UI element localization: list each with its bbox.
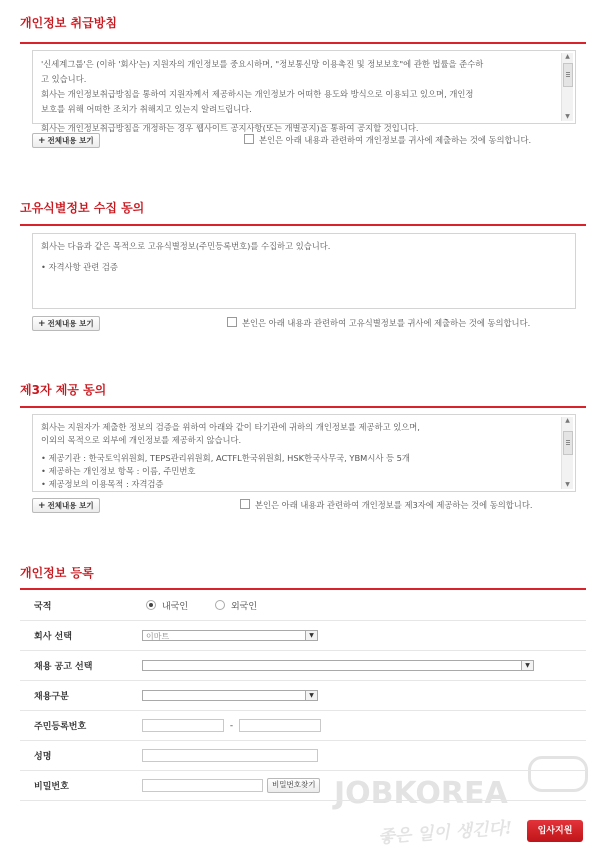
section-title-unique-id: 고유식별정보 수집 동의 bbox=[20, 201, 145, 215]
agree-third-party-label: 본인은 아래 내용과 관련하여 개인정보를 제3자에 제공하는 것에 동의합니다. bbox=[255, 500, 533, 510]
rrn-front-input[interactable] bbox=[142, 719, 224, 732]
form-row-type bbox=[20, 681, 586, 711]
radio-domestic[interactable] bbox=[146, 602, 188, 612]
text-line: 회사는 개인정보취급방침을 개정하는 경우 웹사이트 공지사항(또는 개별공지)을 통하여 공지할 것입니다. bbox=[41, 123, 419, 133]
agree-privacy-label: 본인은 아래 내용과 관련하여 개인정보를 귀사에 제출하는 것에 동의합니다. bbox=[259, 135, 532, 145]
text-line: • 제공정보의 이용목적 : 자격검증 bbox=[41, 479, 164, 489]
plus-icon: + bbox=[38, 319, 46, 329]
find-password-button[interactable]: 비밀번호찾기 bbox=[267, 778, 320, 793]
rrn-separator: - bbox=[229, 721, 234, 731]
text-line: 고 있습니다. bbox=[41, 74, 87, 84]
form-row-rrn bbox=[20, 711, 586, 741]
text-line: • 자격사항 관련 검증 bbox=[41, 262, 118, 272]
agree-privacy-checkbox[interactable] bbox=[244, 134, 254, 144]
scroll-down-icon[interactable]: ▼ bbox=[565, 113, 570, 120]
radio-foreign-icon[interactable] bbox=[215, 600, 225, 610]
scroll-thumb[interactable] bbox=[563, 431, 573, 455]
form-row-password bbox=[20, 771, 586, 801]
type-label: 채용구분 bbox=[20, 681, 142, 711]
form-row-company bbox=[20, 621, 586, 651]
section-title-privacy: 개인정보 취급방침 bbox=[20, 16, 117, 30]
text-line: 회사는 지원자가 제출한 정보의 검증을 위하여 아래와 같이 타기관에 귀하의 개인정보를 제공하고 있으며, bbox=[41, 422, 420, 432]
company-label: 회사 선택 bbox=[20, 621, 142, 651]
third-party-box[interactable] bbox=[32, 414, 576, 492]
section-divider bbox=[20, 42, 586, 44]
agree-privacy[interactable] bbox=[244, 134, 531, 146]
name-label: 성명 bbox=[20, 741, 142, 771]
section-divider bbox=[20, 224, 586, 226]
text-line: 회사는 다음과 같은 목적으로 고유식별정보(주민등록번호)를 수집하고 있습니다. bbox=[41, 241, 331, 251]
company-select[interactable] bbox=[142, 630, 318, 641]
scroll-up-icon[interactable]: ▲ bbox=[565, 417, 570, 424]
section-title-register: 개인정보 등록 bbox=[20, 566, 94, 580]
agree-third-party-checkbox[interactable] bbox=[240, 499, 250, 509]
radio-domestic-label: 내국인 bbox=[162, 601, 189, 612]
text-line: 이외의 목적으로 외부에 개인정보를 제공하지 않습니다. bbox=[41, 435, 242, 445]
text-line: 회사는 개인정보취급방침을 통하여 지원자께서 제공하시는 개인정보가 어떠한 용도와 방식으로 이용되고 있으며, 개인정 bbox=[41, 89, 474, 99]
agree-unique-id-label: 본인은 아래 내용과 관련하여 고유식별정보를 귀사에 제출하는 것에 동의합니다. bbox=[242, 318, 531, 328]
password-field bbox=[142, 771, 586, 801]
name-input[interactable] bbox=[142, 749, 318, 762]
apply-button[interactable]: 입사지원 bbox=[527, 820, 583, 842]
text-line: '신세계그룹'은 (이하 '회사'는) 지원자의 개인정보를 중요시하며, "정보통신망 이용촉진 및 정보보호"에 관한 법률을 준수하 bbox=[41, 59, 484, 69]
posting-select[interactable] bbox=[142, 660, 534, 671]
nationality-label: 국적 bbox=[20, 590, 142, 621]
nationality-field bbox=[142, 590, 586, 621]
radio-foreign[interactable] bbox=[215, 602, 257, 612]
company-field bbox=[142, 621, 586, 651]
view-all-button[interactable] bbox=[32, 133, 100, 148]
password-label: 비밀번호 bbox=[20, 771, 142, 801]
scrollbar[interactable] bbox=[561, 53, 573, 121]
chevron-down-icon[interactable]: ▼ bbox=[305, 631, 317, 640]
chevron-down-icon[interactable]: ▼ bbox=[521, 661, 533, 670]
view-all-label: 전체내용 보기 bbox=[47, 319, 94, 328]
text-line: • 제공하는 개인정보 항목 : 이름, 주민번호 bbox=[41, 466, 196, 476]
jobkorea-slogan: 좋은 일이 생긴다! bbox=[377, 818, 513, 848]
text-line: • 제공기관 : 한국토익위원회, TEPS관리위원회, ACTFL한국위원회, HSK한국사무국, YBM시사 등 5개 bbox=[41, 453, 410, 463]
radio-foreign-label: 외국인 bbox=[230, 601, 258, 612]
view-all-label: 전체내용 보기 bbox=[47, 136, 94, 145]
password-input[interactable] bbox=[142, 779, 263, 792]
registration-form bbox=[20, 590, 586, 801]
third-party-text bbox=[41, 421, 553, 491]
type-field bbox=[142, 681, 586, 711]
section-divider bbox=[20, 406, 586, 408]
jobkorea-logo: JOBKOREA bbox=[334, 776, 508, 811]
section-title-third-party: 제3자 제공 동의 bbox=[20, 383, 107, 397]
form-row-nationality bbox=[20, 590, 586, 621]
name-field bbox=[142, 741, 586, 771]
posting-field bbox=[142, 651, 586, 681]
company-select-value: 이마트 bbox=[146, 632, 170, 641]
form-row-name bbox=[20, 741, 586, 771]
agree-unique-id[interactable] bbox=[227, 317, 530, 329]
agree-third-party[interactable] bbox=[240, 499, 532, 511]
plus-icon: + bbox=[38, 501, 46, 511]
scrollbar[interactable] bbox=[561, 417, 573, 489]
scroll-up-icon[interactable]: ▲ bbox=[565, 53, 570, 60]
chevron-down-icon[interactable]: ▼ bbox=[305, 691, 317, 700]
rrn-back-input[interactable] bbox=[239, 719, 321, 732]
form-row-posting bbox=[20, 651, 586, 681]
posting-label: 채용 공고 선택 bbox=[20, 651, 142, 681]
plus-icon: + bbox=[38, 136, 46, 146]
unique-id-box[interactable] bbox=[32, 233, 576, 309]
rrn-label: 주민등록번호 bbox=[20, 711, 142, 741]
agree-unique-id-checkbox[interactable] bbox=[227, 317, 237, 327]
rrn-field bbox=[142, 711, 586, 741]
view-all-button[interactable] bbox=[32, 498, 100, 513]
privacy-policy-text bbox=[41, 57, 553, 136]
privacy-policy-box[interactable] bbox=[32, 50, 576, 133]
scroll-thumb[interactable] bbox=[563, 63, 573, 87]
view-all-label: 전체내용 보기 bbox=[47, 501, 94, 510]
text-line: 보호를 위해 어떠한 조치가 취해지고 있는지 알려드립니다. bbox=[41, 104, 252, 114]
type-select[interactable] bbox=[142, 690, 318, 701]
unique-id-text bbox=[41, 236, 553, 278]
radio-domestic-icon[interactable] bbox=[146, 600, 156, 610]
scroll-down-icon[interactable]: ▼ bbox=[565, 481, 570, 488]
view-all-button[interactable] bbox=[32, 316, 100, 331]
